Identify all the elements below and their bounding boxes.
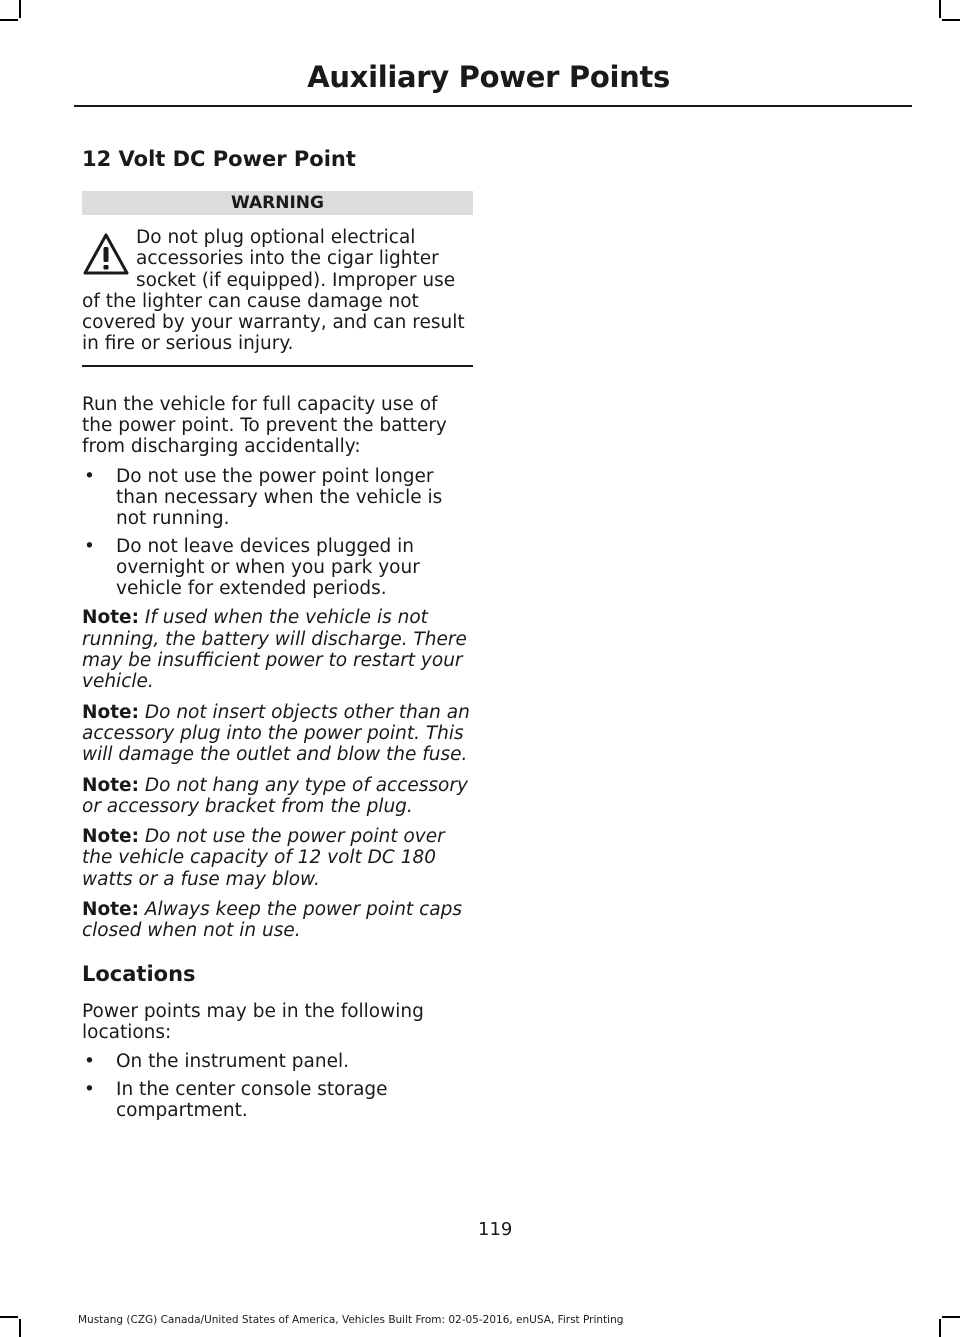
crop-mark xyxy=(19,0,21,18)
list-item: • On the instrument panel. xyxy=(84,1051,349,1073)
list-item: • Do not use the power point longer than necessary when the vehicle is not running. xyxy=(84,465,443,530)
crop-mark xyxy=(0,1316,18,1318)
note-label: Note: xyxy=(82,826,139,848)
warning-label: WARNING xyxy=(82,191,473,215)
note xyxy=(82,702,473,766)
crop-mark xyxy=(942,1316,960,1318)
note-text: If used when the vehicle is not running, the battery will discharge. There may be insufficient power to restart your vehicle. xyxy=(82,607,467,693)
intro-paragraph: Run the vehicle for full capacity use of the power point. To prevent the battery from discharging accidentally: xyxy=(82,393,447,458)
warning-box xyxy=(82,227,473,365)
note-text: Always keep the power point caps closed when not in use. xyxy=(82,899,462,942)
header-rule xyxy=(74,105,912,107)
crop-mark xyxy=(0,19,18,21)
note xyxy=(82,775,473,818)
locations-list xyxy=(82,1051,473,1121)
section-heading: 12 Volt DC Power Point xyxy=(82,147,356,171)
footer-text: Mustang (CZG) Canada/United States of America, Vehicles Built From: 02-05-2016, enUSA, First Printing xyxy=(78,1314,624,1326)
section-title: Auxiliary Power Points xyxy=(307,60,670,94)
note xyxy=(82,899,473,942)
note-label: Note: xyxy=(82,899,139,921)
locations-intro: Power points may be in the following locations: xyxy=(82,1000,424,1043)
crop-mark xyxy=(19,1319,21,1337)
note-label: Note: xyxy=(82,701,139,723)
bullet-list xyxy=(82,466,473,600)
warning-triangle-icon xyxy=(82,230,130,278)
note-label: Note: xyxy=(82,607,139,629)
list-item: • Do not leave devices plugged in overnight or when you park your vehicle for extended periods. xyxy=(84,535,420,600)
locations-heading: Locations xyxy=(82,961,196,986)
crop-mark xyxy=(942,19,960,21)
crop-mark xyxy=(939,1319,941,1337)
page-number: 119 xyxy=(478,1219,513,1240)
note xyxy=(82,826,473,890)
warning-rule xyxy=(82,365,473,367)
list-item: • In the center console storage compartment. xyxy=(84,1078,388,1121)
note-label: Note: xyxy=(82,774,139,796)
crop-mark xyxy=(939,0,941,18)
note-text: Do not hang any type of accessory or accessory bracket from the plug. xyxy=(82,774,468,817)
content-column xyxy=(82,146,473,1129)
note-text: Do not insert objects other than an accessory plug into the power point. This will damage the outlet and blow the fuse. xyxy=(82,701,470,766)
note xyxy=(82,607,473,692)
note-text: Do not use the power point over the vehicle capacity of 12 volt DC 180 watts or a fuse may blow. xyxy=(82,826,445,890)
warning-text: Do not plug optional electrical accessories into the cigar lighter socket (if equipped). Improper use of the lighter can cause damage not covered by your warranty, and can result in fire or serious injury. xyxy=(82,227,465,355)
